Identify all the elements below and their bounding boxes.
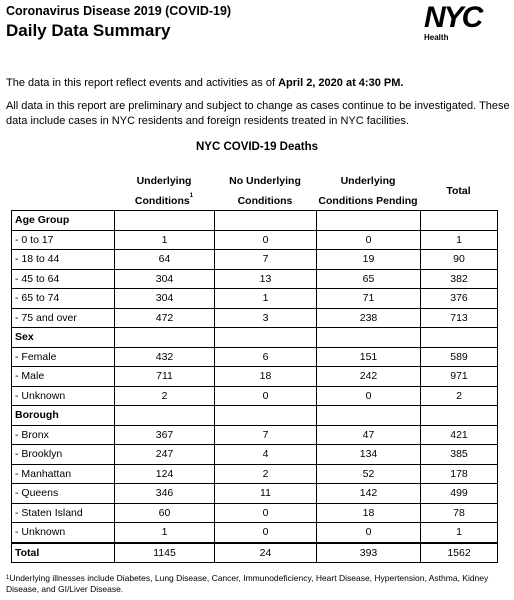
col-header-total: Total	[446, 185, 471, 197]
table-row	[12, 367, 498, 387]
table-row	[12, 347, 498, 367]
table-row	[12, 503, 498, 523]
row-label: Sex	[12, 328, 115, 348]
col-header-no-underlying	[214, 171, 316, 211]
table-cell	[421, 328, 498, 348]
table-cell: 19	[317, 250, 421, 270]
table-section-row	[12, 406, 498, 426]
table-cell: 242	[317, 367, 421, 387]
table-cell	[421, 406, 498, 426]
table-cell: 499	[421, 484, 498, 504]
row-label: Borough	[12, 406, 115, 426]
table-cell: 78	[421, 503, 498, 523]
table-cell: 1	[421, 230, 498, 250]
deaths-table-body	[12, 211, 498, 563]
row-label: Total	[12, 543, 115, 563]
table-cell	[317, 328, 421, 348]
table-row	[12, 464, 498, 484]
table-cell: 2	[215, 464, 317, 484]
table-cell: 13	[215, 269, 317, 289]
table-cell: 6	[215, 347, 317, 367]
table-cell: 432	[115, 347, 215, 367]
table-cell: 713	[421, 308, 498, 328]
table-cell: 367	[115, 425, 215, 445]
table-cell: 0	[215, 503, 317, 523]
table-cell: 472	[115, 308, 215, 328]
table-row	[12, 386, 498, 406]
table-row	[12, 523, 498, 543]
table-cell: 0	[215, 230, 317, 250]
table-cell: 7	[215, 250, 317, 270]
preliminary-note: All data in this report are preliminary and subject to change as cases continue to be investigated. These data include cases in NYC residents and foreign residents treated in NYC facilities.	[6, 100, 510, 127]
table-cell: 1	[115, 230, 215, 250]
row-label: - 0 to 17	[12, 230, 115, 250]
table-row	[12, 425, 498, 445]
table-cell: 711	[115, 367, 215, 387]
footnote-sup: 1	[6, 575, 10, 581]
col-header-no-underlying-line2: Conditions	[237, 195, 293, 207]
deaths-table	[11, 210, 498, 563]
table-cell: 151	[317, 347, 421, 367]
table-cell: 52	[317, 464, 421, 484]
row-label: - Male	[12, 367, 115, 387]
table-row	[12, 308, 498, 328]
table-cell: 0	[317, 523, 421, 543]
table-title: NYC COVID-19 Deaths	[195, 141, 319, 153]
col-header-pending	[316, 171, 420, 211]
row-label: - Female	[12, 347, 115, 367]
table-cell: 393	[317, 543, 421, 563]
table-row	[12, 269, 498, 289]
row-label: Age Group	[12, 211, 115, 231]
col-header-underlying-line2-text: Conditions	[134, 195, 190, 207]
table-cell: 1	[115, 523, 215, 543]
table-cell: 124	[115, 464, 215, 484]
table-cell: 60	[115, 503, 215, 523]
table-cell: 64	[115, 250, 215, 270]
table-cell: 47	[317, 425, 421, 445]
report-header-title: Coronavirus Disease 2019 (COVID-19)	[6, 4, 232, 18]
table-cell: 1562	[421, 543, 498, 563]
row-label: - 65 to 74	[12, 289, 115, 309]
row-label: - Staten Island	[12, 503, 115, 523]
table-cell: 90	[421, 250, 498, 270]
table-cell: 24	[215, 543, 317, 563]
table-section-row	[12, 328, 498, 348]
table-cell	[421, 211, 498, 231]
table-cell: 7	[215, 425, 317, 445]
table-cell: 1	[215, 289, 317, 309]
table-cell	[215, 211, 317, 231]
table-cell: 3	[215, 308, 317, 328]
table-cell: 11	[215, 484, 317, 504]
table-cell: 304	[115, 289, 215, 309]
table-row	[12, 484, 498, 504]
col-header-underlying-line2	[114, 191, 214, 211]
table-section-row	[12, 211, 498, 231]
table-cell	[115, 406, 215, 426]
row-label: - 75 and over	[12, 308, 115, 328]
as-of-statement	[6, 77, 403, 89]
table-cell: 65	[317, 269, 421, 289]
table-cell	[317, 211, 421, 231]
table-row	[12, 289, 498, 309]
table-cell: 2	[115, 386, 215, 406]
row-label: - Manhattan	[12, 464, 115, 484]
table-cell: 2	[421, 386, 498, 406]
table-cell: 421	[421, 425, 498, 445]
col-header-underlying-line1: Underlying	[136, 175, 192, 187]
column-headers	[11, 171, 497, 209]
table-total-row	[12, 543, 498, 563]
table-cell: 0	[317, 230, 421, 250]
table-cell: 1	[421, 523, 498, 543]
row-label: - Brooklyn	[12, 445, 115, 465]
table-cell: 0	[215, 386, 317, 406]
table-cell: 0	[317, 386, 421, 406]
as-of-date: April 2, 2020 at 4:30 PM.	[278, 77, 404, 89]
col-header-underlying	[114, 171, 214, 211]
table-cell	[115, 211, 215, 231]
table-cell: 18	[215, 367, 317, 387]
footnote-marker: 1	[189, 193, 194, 199]
table-row	[12, 250, 498, 270]
table-cell: 178	[421, 464, 498, 484]
table-cell: 71	[317, 289, 421, 309]
table-row	[12, 445, 498, 465]
table-cell: 1145	[115, 543, 215, 563]
table-cell: 346	[115, 484, 215, 504]
table-cell: 142	[317, 484, 421, 504]
table-cell: 0	[215, 523, 317, 543]
table-cell: 18	[317, 503, 421, 523]
table-cell: 385	[421, 445, 498, 465]
table-cell: 134	[317, 445, 421, 465]
col-header-pending-line2: Conditions Pending	[318, 195, 418, 207]
row-label: - Unknown	[12, 386, 115, 406]
table-cell: 247	[115, 445, 215, 465]
table-cell	[215, 406, 317, 426]
footnote	[6, 573, 511, 595]
table-cell	[215, 328, 317, 348]
table-cell: 382	[421, 269, 498, 289]
nyc-health-logo	[424, 1, 488, 42]
row-label: - Queens	[12, 484, 115, 504]
row-label: - 18 to 44	[12, 250, 115, 270]
row-label: - Unknown	[12, 523, 115, 543]
nyc-logo-mark: NYC	[424, 1, 482, 34]
table-cell: 238	[317, 308, 421, 328]
row-label: - 45 to 64	[12, 269, 115, 289]
as-of-prefix: The data in this report reflect events and activities as of	[6, 77, 279, 89]
row-label: - Bronx	[12, 425, 115, 445]
report-header-subtitle: Daily Data Summary	[6, 21, 171, 40]
table-cell: 4	[215, 445, 317, 465]
col-header-pending-line1: Underlying	[340, 175, 396, 187]
table-cell: 304	[115, 269, 215, 289]
table-cell: 589	[421, 347, 498, 367]
col-header-no-underlying-line1: No Underlying	[229, 175, 301, 187]
footnote-text: Underlying illnesses include Diabetes, Lung Disease, Cancer, Immunodeficiency, Heart Disease, Hypertension, Asthma, Kidney Disease, and GI/Liver Disease.	[6, 573, 489, 594]
table-cell: 376	[421, 289, 498, 309]
table-cell	[115, 328, 215, 348]
table-row	[12, 230, 498, 250]
nyc-logo-sub: Health	[424, 33, 449, 42]
table-cell	[317, 406, 421, 426]
table-cell: 971	[421, 367, 498, 387]
